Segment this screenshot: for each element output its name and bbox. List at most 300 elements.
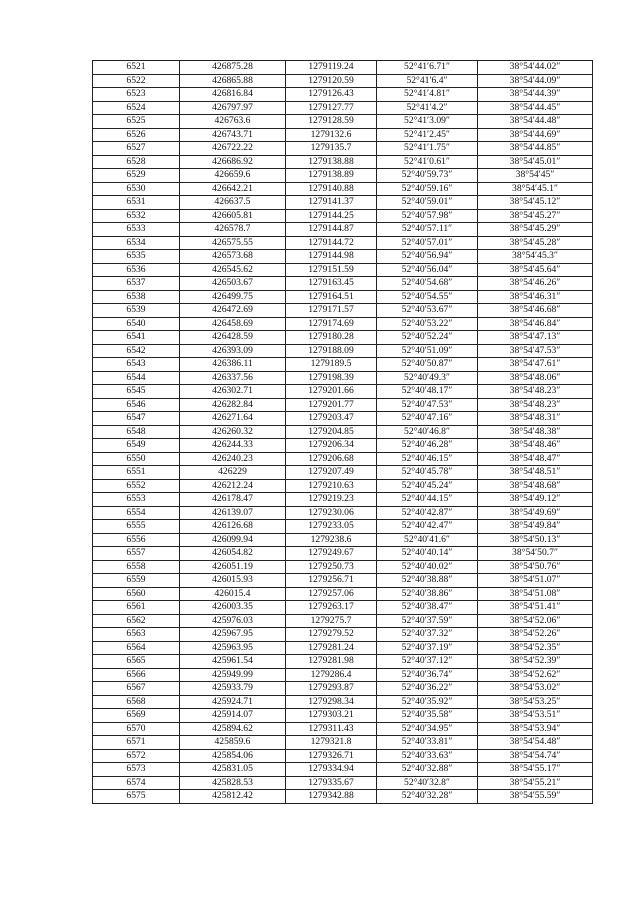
latitude-cell: 52°40′53.67″ <box>377 304 478 318</box>
latitude-cell: 52°40′57.01″ <box>377 236 478 250</box>
table-row <box>93 668 593 682</box>
table-row <box>93 142 593 156</box>
y-coordinate-cell: 1279342.88 <box>286 790 377 804</box>
y-coordinate-cell: 1279233.05 <box>286 520 377 534</box>
y-coordinate-cell: 1279335.67 <box>286 776 377 790</box>
x-coordinate-cell: 425914.07 <box>180 709 286 723</box>
latitude-cell: 52°40′35.58″ <box>377 709 478 723</box>
y-coordinate-cell: 1279293.87 <box>286 682 377 696</box>
y-coordinate-cell: 1279188.09 <box>286 344 377 358</box>
latitude-cell: 52°40′47.16″ <box>377 412 478 426</box>
y-coordinate-cell: 1279171.57 <box>286 304 377 318</box>
point-number-cell: 6557 <box>93 547 180 561</box>
latitude-cell: 52°40′50.87″ <box>377 358 478 372</box>
longitude-cell: 38°54′45.01″ <box>478 155 593 169</box>
x-coordinate-cell: 425961.54 <box>180 655 286 669</box>
longitude-cell: 38°54′52.26″ <box>478 628 593 642</box>
x-coordinate-cell: 426659.6 <box>180 169 286 183</box>
y-coordinate-cell: 1279230.06 <box>286 506 377 520</box>
latitude-cell: 52°40′52.24″ <box>377 331 478 345</box>
longitude-cell: 38°54′55.21″ <box>478 776 593 790</box>
y-coordinate-cell: 1279140.88 <box>286 182 377 196</box>
point-number-cell: 6564 <box>93 641 180 655</box>
longitude-cell: 38°54′53.25″ <box>478 695 593 709</box>
longitude-cell: 38°54′45.3″ <box>478 250 593 264</box>
point-number-cell: 6526 <box>93 128 180 142</box>
table-row <box>93 101 593 115</box>
x-coordinate-cell: 425976.03 <box>180 614 286 628</box>
x-coordinate-cell: 426545.62 <box>180 263 286 277</box>
longitude-cell: 38°54′55.17″ <box>478 763 593 777</box>
latitude-cell: 52°40′36.22″ <box>377 682 478 696</box>
x-coordinate-cell: 426865.88 <box>180 74 286 88</box>
table-row <box>93 749 593 763</box>
point-number-cell: 6568 <box>93 695 180 709</box>
y-coordinate-cell: 1279286.4 <box>286 668 377 682</box>
longitude-cell: 38°54′48.68″ <box>478 479 593 493</box>
latitude-cell: 52°40′56.94″ <box>377 250 478 264</box>
y-coordinate-cell: 1279180.28 <box>286 331 377 345</box>
x-coordinate-cell: 426816.84 <box>180 88 286 102</box>
table-row <box>93 398 593 412</box>
x-coordinate-cell: 426271.64 <box>180 412 286 426</box>
x-coordinate-cell: 426229 <box>180 466 286 480</box>
table-row <box>93 358 593 372</box>
y-coordinate-cell: 1279257.06 <box>286 587 377 601</box>
longitude-cell: 38°54′48.38″ <box>478 425 593 439</box>
point-number-cell: 6527 <box>93 142 180 156</box>
point-number-cell: 6529 <box>93 169 180 183</box>
table-row <box>93 412 593 426</box>
point-number-cell: 6555 <box>93 520 180 534</box>
y-coordinate-cell: 1279281.24 <box>286 641 377 655</box>
longitude-cell: 38°54′54.74″ <box>478 749 593 763</box>
longitude-cell: 38°54′45.29″ <box>478 223 593 237</box>
longitude-cell: 38°54′48.06″ <box>478 371 593 385</box>
table-row <box>93 560 593 574</box>
x-coordinate-cell: 426578.7 <box>180 223 286 237</box>
table-row <box>93 493 593 507</box>
table-row <box>93 466 593 480</box>
latitude-cell: 52°41′2.45″ <box>377 128 478 142</box>
x-coordinate-cell: 426637.5 <box>180 196 286 210</box>
x-coordinate-cell: 425963.95 <box>180 641 286 655</box>
x-coordinate-cell: 426743.71 <box>180 128 286 142</box>
point-number-cell: 6546 <box>93 398 180 412</box>
longitude-cell: 38°54′52.62″ <box>478 668 593 682</box>
latitude-cell: 52°41′6.71″ <box>377 61 478 75</box>
latitude-cell: 52°40′59.73″ <box>377 169 478 183</box>
y-coordinate-cell: 1279201.66 <box>286 385 377 399</box>
table-row <box>93 263 593 277</box>
x-coordinate-cell: 425831.05 <box>180 763 286 777</box>
point-number-cell: 6540 <box>93 317 180 331</box>
table-row <box>93 250 593 264</box>
y-coordinate-cell: 1279198.39 <box>286 371 377 385</box>
x-coordinate-cell: 426240.23 <box>180 452 286 466</box>
latitude-cell: 52°40′38.47″ <box>377 601 478 615</box>
y-coordinate-cell: 1279144.72 <box>286 236 377 250</box>
point-number-cell: 6552 <box>93 479 180 493</box>
latitude-cell: 52°40′47.53″ <box>377 398 478 412</box>
x-coordinate-cell: 425854.06 <box>180 749 286 763</box>
latitude-cell: 52°40′41.6″ <box>377 533 478 547</box>
longitude-cell: 38°54′53.51″ <box>478 709 593 723</box>
coordinates-table <box>92 60 593 804</box>
x-coordinate-cell: 426015.93 <box>180 574 286 588</box>
longitude-cell: 38°54′48.46″ <box>478 439 593 453</box>
longitude-cell: 38°54′45″ <box>478 169 593 183</box>
y-coordinate-cell: 1279281.98 <box>286 655 377 669</box>
point-number-cell: 6524 <box>93 101 180 115</box>
point-number-cell: 6539 <box>93 304 180 318</box>
y-coordinate-cell: 1279210.63 <box>286 479 377 493</box>
x-coordinate-cell: 426212.24 <box>180 479 286 493</box>
table-row <box>93 628 593 642</box>
longitude-cell: 38°54′47.61″ <box>478 358 593 372</box>
latitude-cell: 52°40′38.86″ <box>377 587 478 601</box>
latitude-cell: 52°40′34.95″ <box>377 722 478 736</box>
y-coordinate-cell: 1279144.25 <box>286 209 377 223</box>
longitude-cell: 38°54′50.76″ <box>478 560 593 574</box>
point-number-cell: 6548 <box>93 425 180 439</box>
y-coordinate-cell: 1279249.67 <box>286 547 377 561</box>
longitude-cell: 38°54′44.39″ <box>478 88 593 102</box>
longitude-cell: 38°54′44.69″ <box>478 128 593 142</box>
latitude-cell: 52°40′54.68″ <box>377 277 478 291</box>
x-coordinate-cell: 425949.99 <box>180 668 286 682</box>
latitude-cell: 52°40′40.02″ <box>377 560 478 574</box>
x-coordinate-cell: 426051.19 <box>180 560 286 574</box>
y-coordinate-cell: 1279144.98 <box>286 250 377 264</box>
y-coordinate-cell: 1279334.94 <box>286 763 377 777</box>
table-row <box>93 209 593 223</box>
longitude-cell: 38°54′47.13″ <box>478 331 593 345</box>
longitude-cell: 38°54′46.31″ <box>478 290 593 304</box>
table-row <box>93 695 593 709</box>
longitude-cell: 38°54′45.1″ <box>478 182 593 196</box>
x-coordinate-cell: 425933.79 <box>180 682 286 696</box>
table-row <box>93 88 593 102</box>
y-coordinate-cell: 1279141.37 <box>286 196 377 210</box>
x-coordinate-cell: 425894.62 <box>180 722 286 736</box>
point-number-cell: 6531 <box>93 196 180 210</box>
x-coordinate-cell: 425924.71 <box>180 695 286 709</box>
point-number-cell: 6541 <box>93 331 180 345</box>
x-coordinate-cell: 426575.55 <box>180 236 286 250</box>
longitude-cell: 38°54′44.45″ <box>478 101 593 115</box>
longitude-cell: 38°54′44.85″ <box>478 142 593 156</box>
latitude-cell: 52°41′1.75″ <box>377 142 478 156</box>
longitude-cell: 38°54′49.69″ <box>478 506 593 520</box>
x-coordinate-cell: 426054.82 <box>180 547 286 561</box>
longitude-cell: 38°54′52.06″ <box>478 614 593 628</box>
x-coordinate-cell: 426875.28 <box>180 61 286 75</box>
table-row <box>93 506 593 520</box>
latitude-cell: 52°41′4.2″ <box>377 101 478 115</box>
y-coordinate-cell: 1279219.23 <box>286 493 377 507</box>
latitude-cell: 52°40′35.92″ <box>377 695 478 709</box>
table-row <box>93 790 593 804</box>
point-number-cell: 6522 <box>93 74 180 88</box>
table-row <box>93 574 593 588</box>
point-number-cell: 6559 <box>93 574 180 588</box>
point-number-cell: 6575 <box>93 790 180 804</box>
x-coordinate-cell: 426178.47 <box>180 493 286 507</box>
y-coordinate-cell: 1279206.68 <box>286 452 377 466</box>
x-coordinate-cell: 426015.4 <box>180 587 286 601</box>
point-number-cell: 6565 <box>93 655 180 669</box>
table-row <box>93 182 593 196</box>
table-row <box>93 439 593 453</box>
point-number-cell: 6553 <box>93 493 180 507</box>
x-coordinate-cell: 426458.69 <box>180 317 286 331</box>
y-coordinate-cell: 1279206.34 <box>286 439 377 453</box>
x-coordinate-cell: 426337.56 <box>180 371 286 385</box>
table-row <box>93 520 593 534</box>
table-row <box>93 128 593 142</box>
point-number-cell: 6560 <box>93 587 180 601</box>
point-number-cell: 6543 <box>93 358 180 372</box>
point-number-cell: 6566 <box>93 668 180 682</box>
y-coordinate-cell: 1279203.47 <box>286 412 377 426</box>
x-coordinate-cell: 426393.09 <box>180 344 286 358</box>
x-coordinate-cell: 426302.71 <box>180 385 286 399</box>
table-row <box>93 277 593 291</box>
x-coordinate-cell: 426499.75 <box>180 290 286 304</box>
point-number-cell: 6523 <box>93 88 180 102</box>
point-number-cell: 6561 <box>93 601 180 615</box>
longitude-cell: 38°54′44.09″ <box>478 74 593 88</box>
longitude-cell: 38°54′49.84″ <box>478 520 593 534</box>
x-coordinate-cell: 426605.81 <box>180 209 286 223</box>
latitude-cell: 52°40′45.24″ <box>377 479 478 493</box>
table-row <box>93 331 593 345</box>
table-row <box>93 196 593 210</box>
x-coordinate-cell: 426642.21 <box>180 182 286 196</box>
table-row <box>93 533 593 547</box>
y-coordinate-cell: 1279128.59 <box>286 115 377 129</box>
coordinates-table-body <box>93 61 593 804</box>
point-number-cell: 6558 <box>93 560 180 574</box>
y-coordinate-cell: 1279189.5 <box>286 358 377 372</box>
y-coordinate-cell: 1279256.71 <box>286 574 377 588</box>
y-coordinate-cell: 1279250.73 <box>286 560 377 574</box>
table-row <box>93 722 593 736</box>
longitude-cell: 38°54′49.12″ <box>478 493 593 507</box>
table-row <box>93 641 593 655</box>
latitude-cell: 52°40′59.01″ <box>377 196 478 210</box>
y-coordinate-cell: 1279207.49 <box>286 466 377 480</box>
x-coordinate-cell: 426722.22 <box>180 142 286 156</box>
y-coordinate-cell: 1279126.43 <box>286 88 377 102</box>
point-number-cell: 6544 <box>93 371 180 385</box>
table-row <box>93 682 593 696</box>
x-coordinate-cell: 426260.32 <box>180 425 286 439</box>
table-row <box>93 317 593 331</box>
latitude-cell: 52°40′37.12″ <box>377 655 478 669</box>
longitude-cell: 38°54′50.7″ <box>478 547 593 561</box>
point-number-cell: 6537 <box>93 277 180 291</box>
latitude-cell: 52°41′4.81″ <box>377 88 478 102</box>
table-row <box>93 776 593 790</box>
table-row <box>93 452 593 466</box>
table-row <box>93 425 593 439</box>
table-row <box>93 709 593 723</box>
point-number-cell: 6562 <box>93 614 180 628</box>
longitude-cell: 38°54′50.13″ <box>478 533 593 547</box>
x-coordinate-cell: 425812.42 <box>180 790 286 804</box>
longitude-cell: 38°54′46.68″ <box>478 304 593 318</box>
latitude-cell: 52°40′57.98″ <box>377 209 478 223</box>
latitude-cell: 52°40′32.88″ <box>377 763 478 777</box>
table-row <box>93 479 593 493</box>
latitude-cell: 52°40′46.28″ <box>377 439 478 453</box>
longitude-cell: 38°54′54.48″ <box>478 736 593 750</box>
y-coordinate-cell: 1279120.59 <box>286 74 377 88</box>
point-number-cell: 6536 <box>93 263 180 277</box>
x-coordinate-cell: 426126.68 <box>180 520 286 534</box>
latitude-cell: 52°41′0.61″ <box>377 155 478 169</box>
table-row <box>93 385 593 399</box>
latitude-cell: 52°40′46.15″ <box>377 452 478 466</box>
longitude-cell: 38°54′51.41″ <box>478 601 593 615</box>
y-coordinate-cell: 1279144.87 <box>286 223 377 237</box>
x-coordinate-cell: 426244.33 <box>180 439 286 453</box>
latitude-cell: 52°40′59.16″ <box>377 182 478 196</box>
table-row <box>93 169 593 183</box>
point-number-cell: 6573 <box>93 763 180 777</box>
y-coordinate-cell: 1279119.24 <box>286 61 377 75</box>
latitude-cell: 52°40′32.8″ <box>377 776 478 790</box>
point-number-cell: 6545 <box>93 385 180 399</box>
x-coordinate-cell: 426139.07 <box>180 506 286 520</box>
y-coordinate-cell: 1279151.59 <box>286 263 377 277</box>
latitude-cell: 52°40′33.63″ <box>377 749 478 763</box>
latitude-cell: 52°40′38.88″ <box>377 574 478 588</box>
y-coordinate-cell: 1279164.51 <box>286 290 377 304</box>
longitude-cell: 38°54′48.51″ <box>478 466 593 480</box>
table-row <box>93 115 593 129</box>
longitude-cell: 38°54′45.28″ <box>478 236 593 250</box>
longitude-cell: 38°54′48.23″ <box>478 385 593 399</box>
x-coordinate-cell: 426282.84 <box>180 398 286 412</box>
table-row <box>93 61 593 75</box>
table-row <box>93 587 593 601</box>
x-coordinate-cell: 426003.35 <box>180 601 286 615</box>
latitude-cell: 52°40′56.04″ <box>377 263 478 277</box>
latitude-cell: 52°40′42.87″ <box>377 506 478 520</box>
point-number-cell: 6554 <box>93 506 180 520</box>
point-number-cell: 6569 <box>93 709 180 723</box>
table-row <box>93 236 593 250</box>
longitude-cell: 38°54′44.02″ <box>478 61 593 75</box>
table-row <box>93 223 593 237</box>
y-coordinate-cell: 1279326.71 <box>286 749 377 763</box>
point-number-cell: 6538 <box>93 290 180 304</box>
y-coordinate-cell: 1279138.88 <box>286 155 377 169</box>
longitude-cell: 38°54′52.39″ <box>478 655 593 669</box>
longitude-cell: 38°54′47.53″ <box>478 344 593 358</box>
y-coordinate-cell: 1279298.34 <box>286 695 377 709</box>
latitude-cell: 52°40′48.17″ <box>377 385 478 399</box>
longitude-cell: 38°54′46.84″ <box>478 317 593 331</box>
point-number-cell: 6534 <box>93 236 180 250</box>
table-row <box>93 601 593 615</box>
longitude-cell: 38°54′46.26″ <box>478 277 593 291</box>
x-coordinate-cell: 425828.53 <box>180 776 286 790</box>
latitude-cell: 52°41′6.4″ <box>377 74 478 88</box>
table-row <box>93 547 593 561</box>
table-row <box>93 614 593 628</box>
y-coordinate-cell: 1279303.21 <box>286 709 377 723</box>
latitude-cell: 52°41′3.09″ <box>377 115 478 129</box>
longitude-cell: 38°54′52.35″ <box>478 641 593 655</box>
x-coordinate-cell: 426099.94 <box>180 533 286 547</box>
longitude-cell: 38°54′45.12″ <box>478 196 593 210</box>
point-number-cell: 6574 <box>93 776 180 790</box>
x-coordinate-cell: 426763.6 <box>180 115 286 129</box>
point-number-cell: 6556 <box>93 533 180 547</box>
y-coordinate-cell: 1279132.6 <box>286 128 377 142</box>
point-number-cell: 6547 <box>93 412 180 426</box>
table-row <box>93 655 593 669</box>
longitude-cell: 38°54′51.08″ <box>478 587 593 601</box>
latitude-cell: 52°40′44.15″ <box>377 493 478 507</box>
latitude-cell: 52°40′57.11″ <box>377 223 478 237</box>
x-coordinate-cell: 426428.59 <box>180 331 286 345</box>
longitude-cell: 38°54′48.23″ <box>478 398 593 412</box>
table-row <box>93 290 593 304</box>
longitude-cell: 38°54′48.47″ <box>478 452 593 466</box>
y-coordinate-cell: 1279263.17 <box>286 601 377 615</box>
latitude-cell: 52°40′53.22″ <box>377 317 478 331</box>
y-coordinate-cell: 1279311.43 <box>286 722 377 736</box>
point-number-cell: 6530 <box>93 182 180 196</box>
y-coordinate-cell: 1279201.77 <box>286 398 377 412</box>
point-number-cell: 6525 <box>93 115 180 129</box>
table-row <box>93 74 593 88</box>
x-coordinate-cell: 426386.11 <box>180 358 286 372</box>
point-number-cell: 6528 <box>93 155 180 169</box>
point-number-cell: 6551 <box>93 466 180 480</box>
point-number-cell: 6542 <box>93 344 180 358</box>
y-coordinate-cell: 1279135.7 <box>286 142 377 156</box>
latitude-cell: 52°40′54.55″ <box>377 290 478 304</box>
latitude-cell: 52°40′36.74″ <box>377 668 478 682</box>
y-coordinate-cell: 1279321.8 <box>286 736 377 750</box>
point-number-cell: 6570 <box>93 722 180 736</box>
point-number-cell: 6567 <box>93 682 180 696</box>
latitude-cell: 52°40′37.19″ <box>377 641 478 655</box>
point-number-cell: 6571 <box>93 736 180 750</box>
latitude-cell: 52°40′32.28″ <box>377 790 478 804</box>
longitude-cell: 38°54′44.48″ <box>478 115 593 129</box>
y-coordinate-cell: 1279163.45 <box>286 277 377 291</box>
point-number-cell: 6549 <box>93 439 180 453</box>
y-coordinate-cell: 1279127.77 <box>286 101 377 115</box>
x-coordinate-cell: 425967.95 <box>180 628 286 642</box>
latitude-cell: 52°40′37.59″ <box>377 614 478 628</box>
point-number-cell: 6550 <box>93 452 180 466</box>
longitude-cell: 38°54′55.59″ <box>478 790 593 804</box>
table-row <box>93 736 593 750</box>
x-coordinate-cell: 426686.92 <box>180 155 286 169</box>
y-coordinate-cell: 1279138.89 <box>286 169 377 183</box>
longitude-cell: 38°54′45.27″ <box>478 209 593 223</box>
longitude-cell: 38°54′53.94″ <box>478 722 593 736</box>
latitude-cell: 52°40′40.14″ <box>377 547 478 561</box>
